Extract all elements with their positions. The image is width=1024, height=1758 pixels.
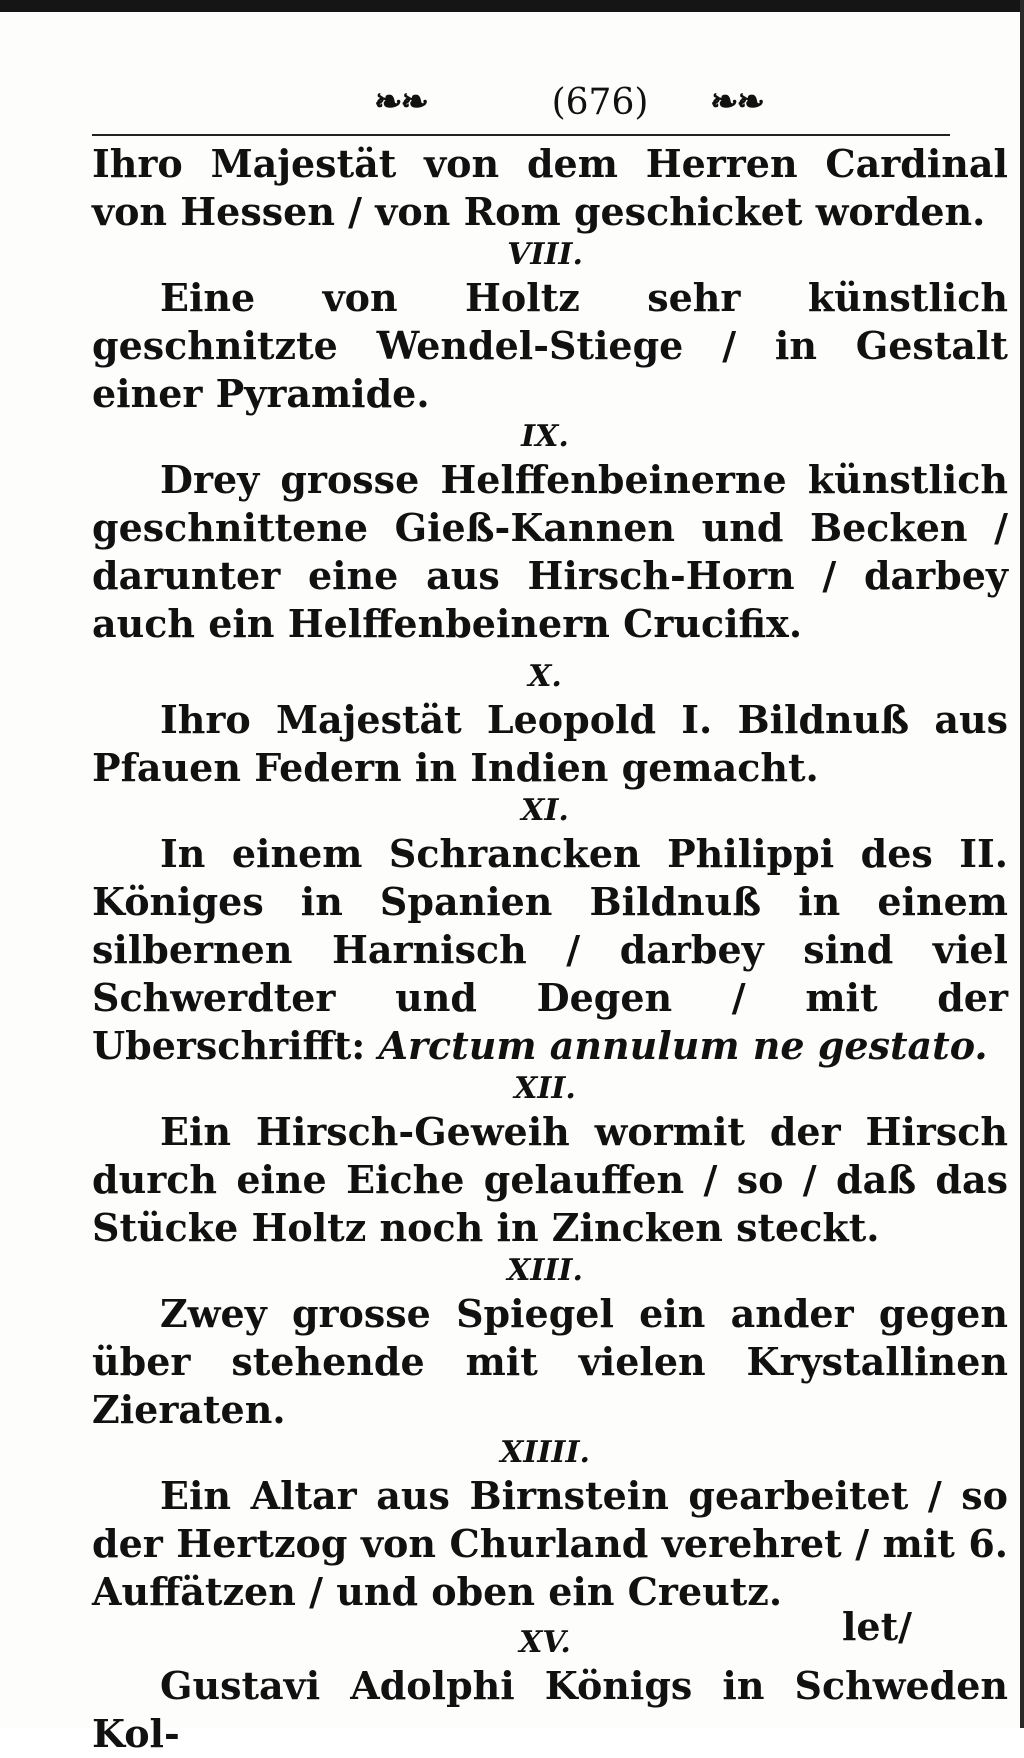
entry-text: Eine von Holtz sehr künstlich geschnitzte Wendel-Stiege / in Gestalt einer Pyramide. [92, 275, 1008, 416]
entry-numeral: XII. [514, 1071, 576, 1106]
entry-text: Gustavi Adolphi Königs in Schweden Kol- [92, 1663, 1008, 1756]
entry-text: Ihro Majestät Leopold I. Bildnuß aus Pfauen Federn in Indien gemacht. [92, 697, 1008, 790]
entry-text [92, 830, 1008, 1070]
latin-inscription: Arctum annulum ne gestato. [378, 1023, 988, 1068]
entry-numeral: X. [528, 659, 562, 694]
entry-text: Ein Altar aus Birnstein gearbeitet / so der Hertzog von Churland verehret / mit 6. Auffätzen / und oben ein Creutz. [92, 1473, 1008, 1614]
header-ornament-left-icon: ❧❧ [374, 82, 427, 122]
page-header [90, 76, 950, 134]
page-body [92, 140, 1008, 1758]
header-ornament-right-icon: ❧❧ [710, 82, 763, 122]
entry-numeral: VIII. [507, 237, 583, 272]
entry-numeral: XI. [521, 793, 569, 828]
entry-numeral: IX. [521, 419, 569, 454]
intro-paragraph: Ihro Majestät von dem Herren Cardinal von Hessen / von Rom geschicket worden. [92, 141, 1008, 234]
catchword: let/ [841, 1604, 912, 1649]
entry-numeral: XIII. [507, 1253, 583, 1288]
entry-numeral: XV. [519, 1625, 571, 1660]
entry-numeral: XIIII. [500, 1435, 590, 1470]
page-right-edge [1020, 0, 1024, 1728]
entry-text-main: In einem Schrancken Philippi des II. Königes in Spanien Bildnuß in einem silbernen Harnisch / darbey sind viel Schwerdter und Degen / mit der Uberschrifft: [92, 831, 1008, 1068]
page-top-edge [0, 0, 1024, 12]
entry-text: Ein Hirsch-Geweih wormit der Hirsch durch eine Eiche gelauffen / so / daß das Stücke Holtz noch in Zincken steckt. [92, 1109, 1008, 1250]
entry-text: Zwey grosse Spiegel ein ander gegen über stehende mit vielen Krystallinen Zieraten. [92, 1291, 1008, 1432]
entry-text: Drey grosse Helffenbeinerne künstlich geschnittene Gieß-Kannen und Becken / darunter eine aus Hirsch-Horn / darbey auch ein Helffenbeinern Crucifix. [92, 457, 1008, 646]
page-number: (676) [551, 82, 649, 123]
header-rule [92, 134, 950, 136]
